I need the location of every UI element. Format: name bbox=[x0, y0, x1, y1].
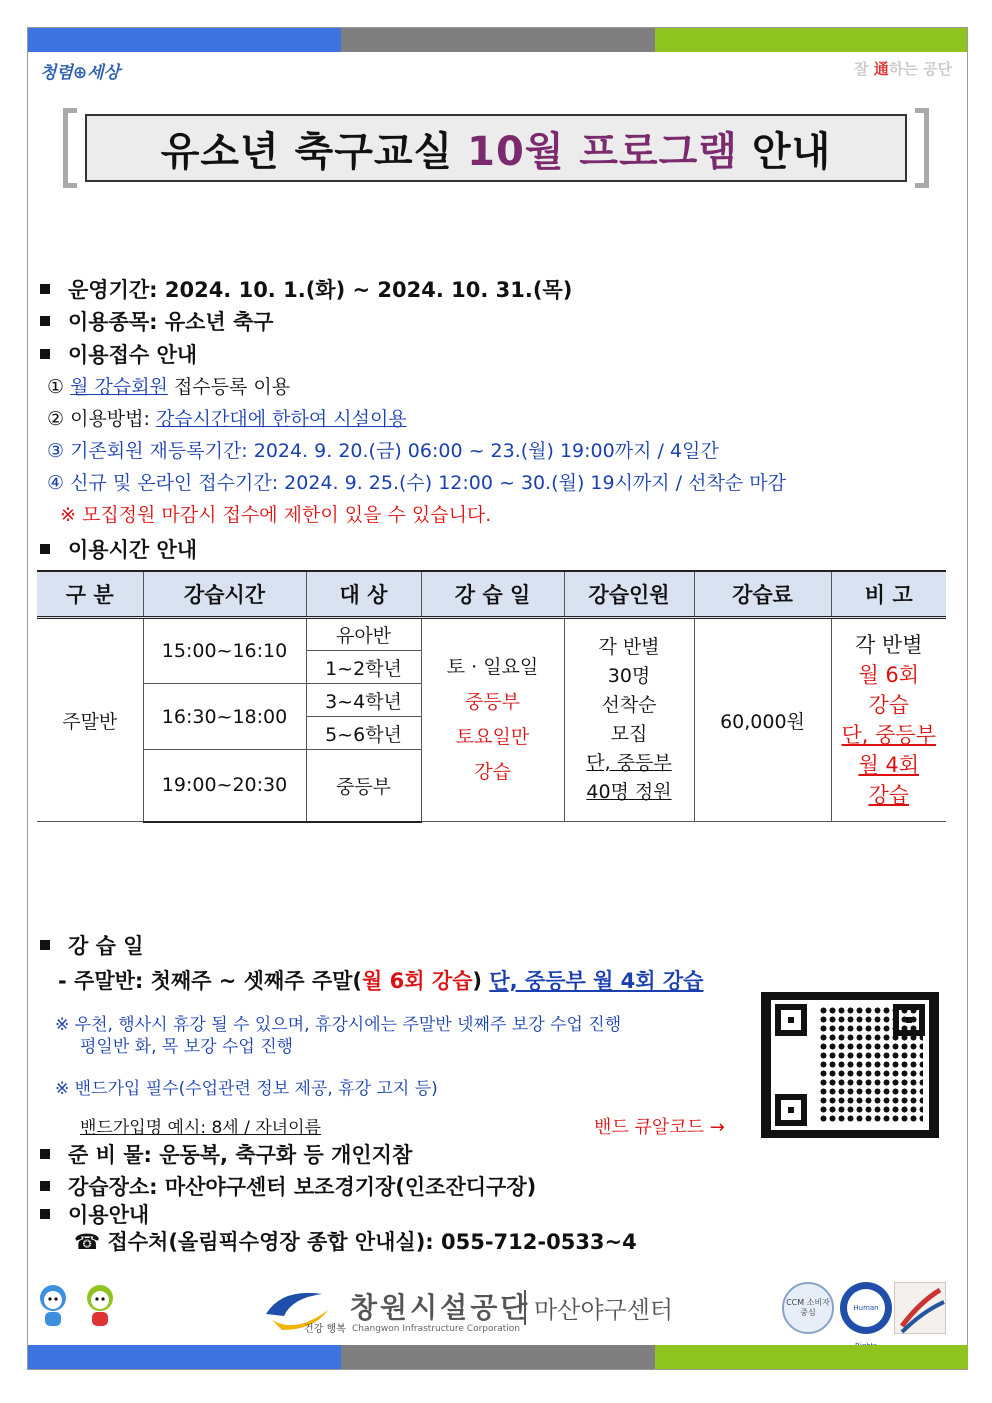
reception-notice: ※ 모집정원 마감시 접수에 제한이 있을 수 있습니다. bbox=[60, 504, 492, 526]
band-qr-label: 밴드 큐알코드 → bbox=[594, 1117, 725, 1138]
cell-note: 각 반별 월 6회 강습 단, 중등부 월 4회 강습 bbox=[831, 618, 946, 822]
cell-people: 각 반별 30명 선착순 모집 단, 중등부 40명 정원 bbox=[564, 618, 694, 822]
cell-time-2: 16:30~18:00 bbox=[143, 684, 306, 750]
schedule-table bbox=[37, 570, 946, 823]
cell-target-5: 중등부 bbox=[306, 750, 421, 822]
supplies-line: 준 비 물: 운동복, 축구화 등 개인지참 bbox=[40, 1139, 412, 1169]
cell-time-1: 15:00~16:10 bbox=[143, 618, 306, 684]
org-name: 창원시설공단 bbox=[350, 1291, 531, 1324]
cell-target-2: 1~2학년 bbox=[306, 651, 421, 684]
guide-title: 이용안내 bbox=[40, 1199, 149, 1229]
th-time: 강습시간 bbox=[143, 571, 306, 618]
reception-item-2: ② 이용방법: 강습시간대에 한하여 시설이용 bbox=[47, 408, 407, 430]
th-note: 비 고 bbox=[831, 571, 946, 618]
schedule-title: 이용시간 안내 bbox=[40, 534, 197, 564]
cell-target-4: 5~6학년 bbox=[306, 717, 421, 750]
band-example: 밴드가입명 예시: 8세 / 자녀이름 bbox=[80, 1118, 321, 1138]
cell-target-3: 3~4학년 bbox=[306, 684, 421, 717]
lesson-title: 강 습 일 bbox=[40, 930, 143, 960]
th-people: 강습인원 bbox=[564, 571, 694, 618]
mascot-blue-icon bbox=[35, 1282, 71, 1332]
ccm-badge: CCM 소비자중심 bbox=[782, 1282, 834, 1334]
slogan-text: 건강 행복 bbox=[304, 1324, 346, 1335]
place-line: 강습장소: 마산야구센터 보조경기장(인조잔디구장) bbox=[40, 1171, 536, 1201]
cell-fee: 60,000원 bbox=[694, 618, 831, 822]
org-name-en: Changwon Infrastructure Corporation bbox=[352, 1324, 520, 1334]
reception-item-3: ③ 기존회원 재등록기간: 2024. 9. 20.(금) 06:00 ~ 23.(월) 19:00까지 / 4일간 bbox=[47, 440, 719, 462]
note-weekday: 평일반 화, 목 보강 수업 진행 bbox=[80, 1037, 294, 1057]
cell-time-3: 19:00~20:30 bbox=[143, 750, 306, 822]
cell-target-1: 유아반 bbox=[306, 618, 421, 651]
slogan-logo: 잘 通하는 공단 bbox=[854, 60, 952, 78]
title-box bbox=[63, 108, 929, 188]
cell-days: 토 · 일요일 중등부 토요일만 강습 bbox=[421, 618, 564, 822]
center-name: 마산야구센터 bbox=[524, 1290, 673, 1325]
th-days: 강 습 일 bbox=[421, 571, 564, 618]
mascot-green-icon bbox=[82, 1282, 118, 1332]
sport-line: 이용종목: 유소년 축구 bbox=[40, 306, 274, 336]
period-line: 운영기간: 2024. 10. 1.(화) ~ 2024. 10. 31.(목) bbox=[40, 274, 572, 304]
band-qr-code[interactable] bbox=[761, 992, 939, 1138]
page-title: 유소년 축구교실 10월 프로그램 안내 bbox=[85, 114, 907, 182]
note-rain: ※ 우천, 행사시 휴강 될 수 있으며, 휴강시에는 주말반 넷째주 보강 수업 진행 bbox=[55, 1015, 622, 1035]
th-target: 대 상 bbox=[306, 571, 421, 618]
human-rights-badge: Human bbox=[840, 1282, 892, 1334]
reception-item-1: ① 월 강습회원 접수등록 이용 bbox=[47, 376, 291, 398]
bottom-color-bar bbox=[28, 1345, 968, 1369]
contact-line: ☎ 접수처(올림픽수영장 종합 안내실): 055-712-0533~4 bbox=[74, 1230, 637, 1254]
th-category: 구 분 bbox=[37, 571, 143, 618]
th-fee: 강습료 bbox=[694, 571, 831, 618]
cell-category: 주말반 bbox=[37, 618, 143, 822]
integrity-logo: 청렴⊕세상 bbox=[40, 63, 120, 83]
reception-item-4: ④ 신규 및 온라인 접수기간: 2024. 9. 25.(수) 12:00 ~ 30.(월) 19시까지 / 선착순 마감 bbox=[47, 472, 786, 494]
changwon-logo bbox=[262, 1282, 692, 1340]
reception-title: 이용접수 안내 bbox=[40, 339, 197, 369]
weekend-line: - 주말반: 첫째주 ~ 셋째주 주말(월 6회 강습) 단, 중등부 월 4회 강습 bbox=[58, 969, 704, 993]
note-band: ※ 밴드가입 필수(수업관련 정보 제공, 휴강 고지 등) bbox=[55, 1079, 438, 1099]
certification-badge-icon bbox=[894, 1282, 946, 1334]
